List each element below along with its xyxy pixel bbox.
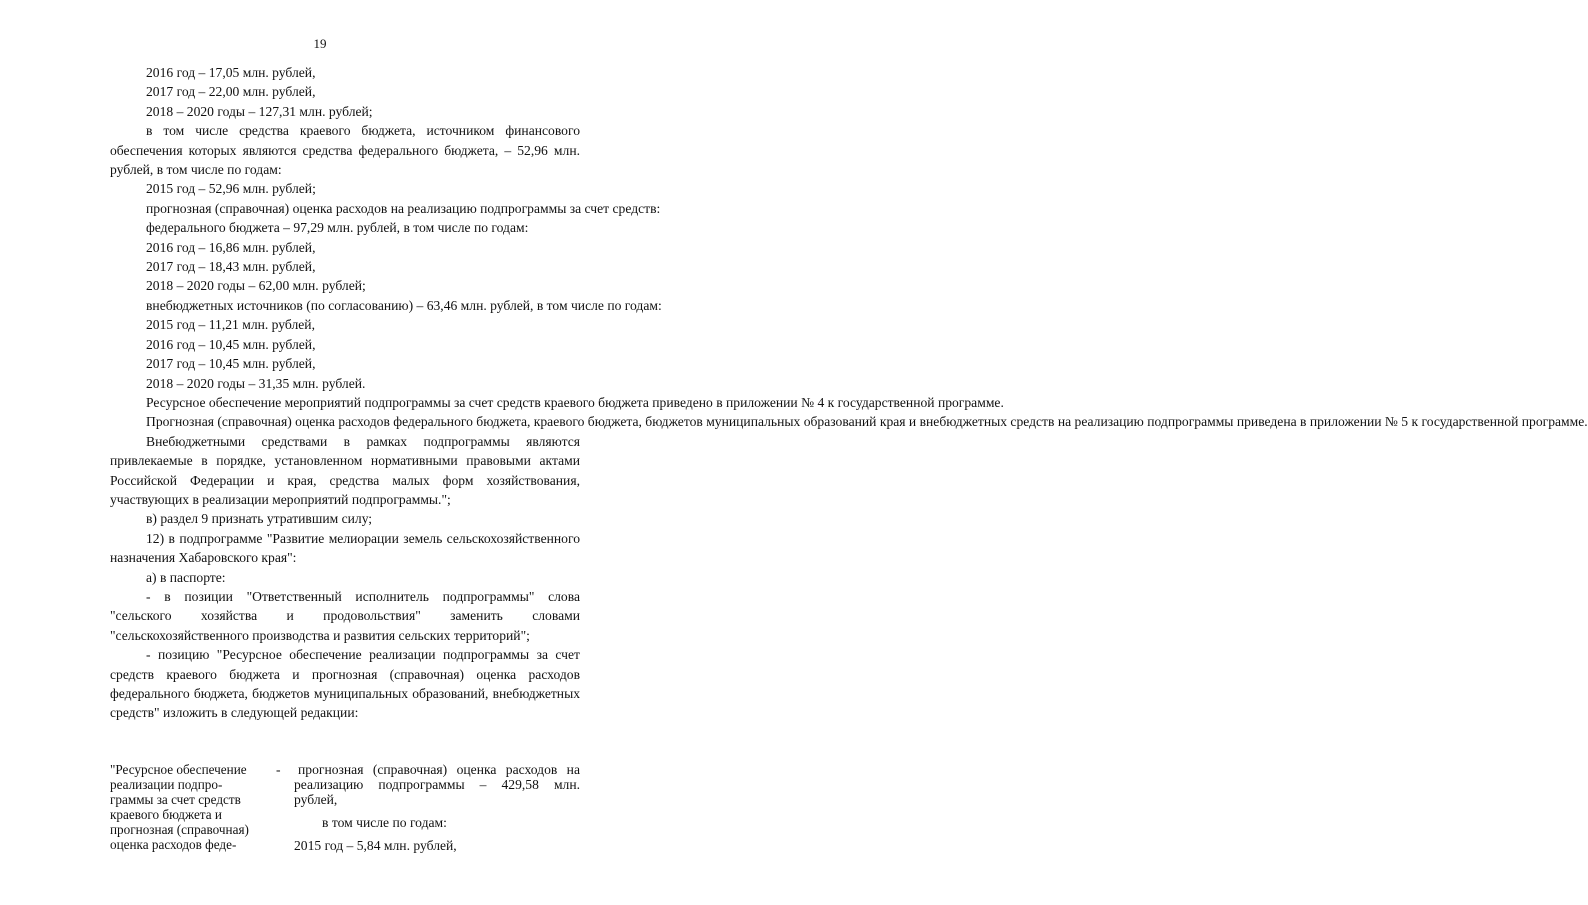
paragraph: 2016 год – 16,86 млн. рублей, bbox=[146, 239, 316, 255]
paragraph: в) раздел 9 признать утратившим силу; bbox=[146, 511, 373, 527]
paragraph: 2015 год – 52,96 млн. рублей; bbox=[146, 181, 316, 197]
document-body bbox=[110, 63, 1588, 723]
paragraph: федерального бюджета – 97,29 млн. рублей, в том числе по годам: bbox=[146, 220, 529, 236]
table-left-line: прогнозная (справочная) bbox=[110, 822, 249, 837]
table-right-cell bbox=[294, 762, 580, 853]
paragraph: 2017 год – 18,43 млн. рублей, bbox=[146, 259, 316, 275]
paragraph: Ресурсное обеспечение мероприятий подпрограммы за счет средств краевого бюджета приведено в приложении № 4 к государственной программе. bbox=[146, 394, 1004, 410]
table-dash: - bbox=[276, 762, 281, 777]
paragraph: 2016 год – 10,45 млн. рублей, bbox=[146, 336, 316, 352]
resource-table bbox=[110, 762, 580, 882]
table-left-line: краевого бюджета и bbox=[110, 807, 222, 822]
paragraph: 12) в подпрограмме "Развитие мелиорации земель сельскохозяйственного назначения Хабаровского края": bbox=[110, 530, 580, 566]
table-left-line: реализации подпро- bbox=[110, 777, 223, 792]
paragraph: Внебюджетными средствами в рамках подпрограммы являются привлекаемые в порядке, установленном нормативными правовыми актами Российской Федерации и края, средства малых форм хозяйствования, участвующих в реализации мероприятий подпрограммы."; bbox=[110, 433, 580, 507]
table-left-line: "Ресурсное обеспечение bbox=[110, 762, 247, 777]
table-left-line: оценка расходов феде- bbox=[110, 837, 237, 852]
paragraph: Прогнозная (справочная) оценка расходов федерального бюджета, краевого бюджета, бюджетов муниципальных образований края и внебюджетных средств на реализацию подпрограммы приведена в приложении № 5 к государственной программе. bbox=[146, 414, 1588, 430]
table-left-line: граммы за счет средств bbox=[110, 792, 241, 807]
table-right-text: 2015 год – 5,84 млн. рублей, bbox=[294, 838, 457, 853]
paragraph: - в позиции "Ответственный исполнитель подпрограммы" слова "сельского хозяйства и продовольствия" заменить словами "сельскохозяйственного производства и развития сельских территорий"; bbox=[110, 588, 580, 643]
paragraph: 2015 год – 11,21 млн. рублей, bbox=[146, 317, 315, 333]
paragraph: прогнозная (справочная) оценка расходов на реализацию подпрограммы за счет средств: bbox=[146, 200, 661, 216]
table-right-text: прогнозная (справочная) оценка расходов на реализацию подпрограммы – 429,58 млн. рублей, bbox=[294, 762, 580, 807]
paragraph: в том числе средства краевого бюджета, источником финансового обеспечения которых являются средства федерального бюджета, – 52,96 млн. рублей, в том числе по годам: bbox=[110, 123, 580, 178]
table-right-text: в том числе по годам: bbox=[322, 815, 447, 830]
paragraph: 2018 – 2020 годы – 62,00 млн. рублей; bbox=[146, 278, 366, 294]
paragraph: а) в паспорте: bbox=[146, 569, 226, 585]
table-left-cell bbox=[110, 762, 270, 852]
paragraph: 2018 – 2020 годы – 31,35 млн. рублей. bbox=[146, 375, 366, 391]
page-number: 19 bbox=[313, 36, 327, 51]
paragraph: 2016 год – 17,05 млн. рублей, bbox=[146, 65, 316, 80]
paragraph: - позицию "Ресурсное обеспечение реализации подпрограммы за счет средств краевого бюджета и прогнозная (справочная) оценка расходов федерального бюджета, бюджетов муниципальных образований, внебюджетных средств" изложить в следующей редакции: bbox=[110, 647, 580, 721]
paragraph: 2017 год – 10,45 млн. рублей, bbox=[146, 356, 316, 372]
paragraph: внебюджетных источников (по согласованию) – 63,46 млн. рублей, в том числе по годам: bbox=[146, 297, 662, 313]
paragraph: 2017 год – 22,00 млн. рублей, bbox=[146, 84, 316, 100]
paragraph: 2018 – 2020 годы – 127,31 млн. рублей; bbox=[146, 103, 373, 119]
